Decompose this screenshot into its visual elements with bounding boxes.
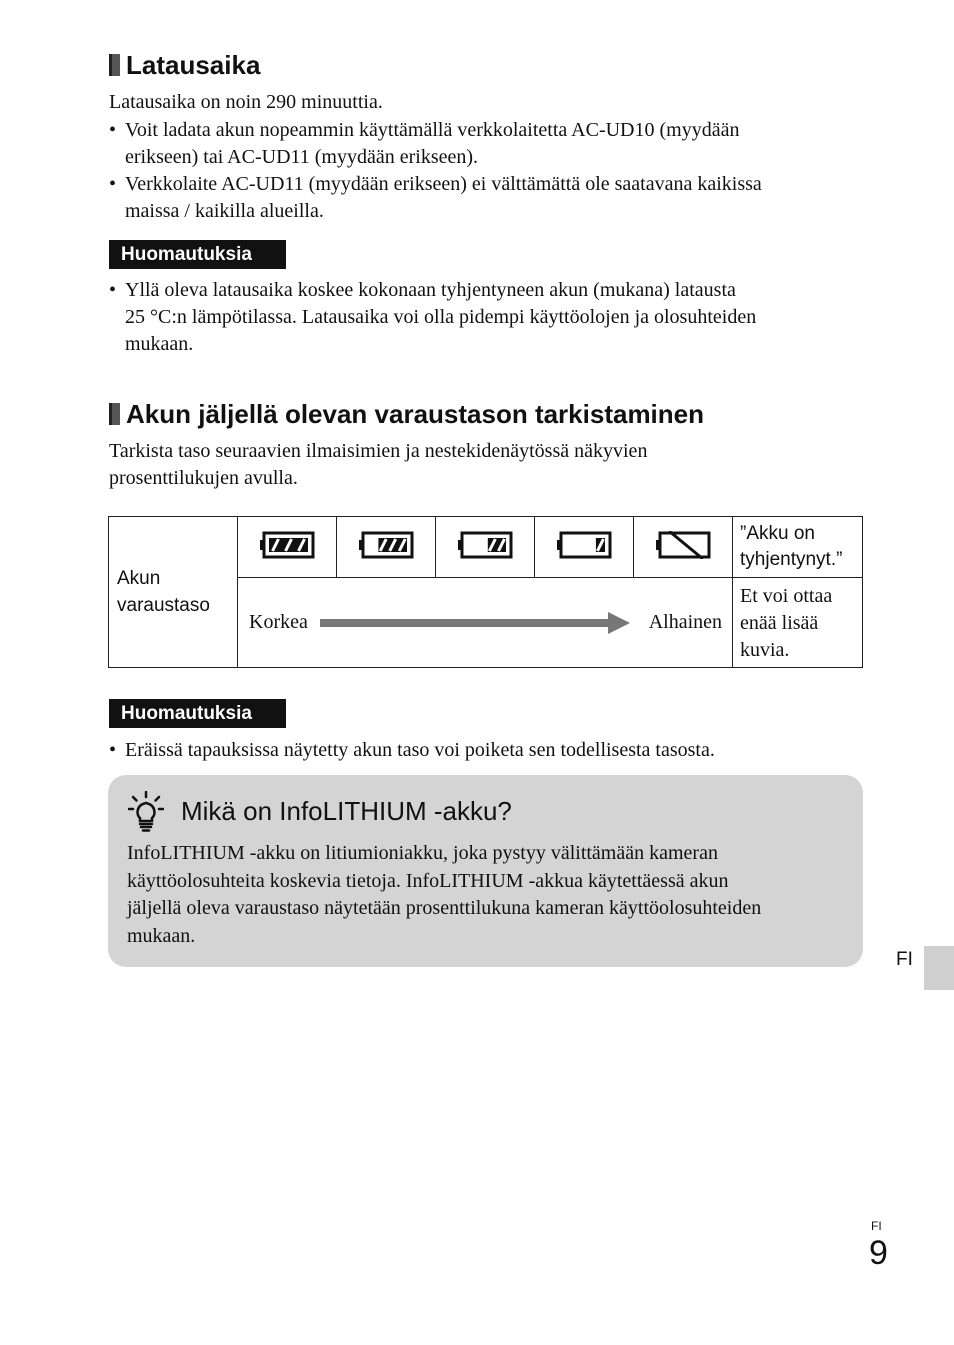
notes-label: Huomautuksia [109, 699, 286, 728]
no-photos-cell: Et voi ottaa enää lisää kuvia. [733, 578, 863, 668]
lightbulb-icon [128, 791, 164, 833]
battery-level-table [108, 516, 863, 668]
row-header-cell: Akun varaustaso [109, 517, 238, 668]
tip-title: Mikä on InfoLITHIUM -akku? [181, 796, 512, 826]
section-heading-latausaika: Latausaika [109, 50, 260, 80]
heading-marker-icon [109, 54, 120, 76]
charging-time-text: Latausaika on noin 290 minuuttia. [109, 91, 383, 113]
heading-marker-icon [109, 403, 120, 425]
level-arrow-cell [238, 578, 733, 668]
high-label: Korkea [249, 611, 308, 633]
page-number: 9 [869, 1234, 888, 1272]
battery-icon-cell [238, 517, 337, 578]
tip-box [108, 775, 863, 967]
low-label: Alhainen [648, 611, 722, 633]
battery-full-icon [259, 531, 315, 559]
language-tab-label: FI [896, 949, 913, 970]
footer-language: FI [871, 1219, 882, 1233]
battery-empty-icon [655, 531, 711, 559]
tip-body: InfoLITHIUM -akku on litiumioniakku, joka pystyy välittämään kameran käyttöolosuhteita koskevia tietoja. InfoLITHIUM -akkua käytettäessä akun jäljellä oleva varaustaso näytetään prosenttilukuna kameran käyttöolosuhteiden mukaan. [127, 842, 762, 947]
battery-icon-cell [337, 517, 436, 578]
battery-low-icon [556, 531, 612, 559]
battery-icon-cell [634, 517, 733, 578]
level-arrow-icon [320, 612, 630, 634]
empty-message-cell: ”Akku on tyhjentynyt.” [733, 517, 863, 578]
battery-check-text: Tarkista taso seuraavien ilmaisimien ja nestekidenäytössä näkyvien prosenttilukujen avulla. [109, 440, 648, 489]
language-side-tab [924, 946, 954, 990]
battery-icon-cell [535, 517, 634, 578]
battery-three-quarter-icon [358, 531, 414, 559]
battery-half-icon [457, 531, 513, 559]
notes-label: Huomautuksia [109, 240, 286, 269]
battery-icon-cell [436, 517, 535, 578]
section-heading-battery-level: Akun jäljellä olevan varaustason tarkistaminen [109, 399, 704, 429]
